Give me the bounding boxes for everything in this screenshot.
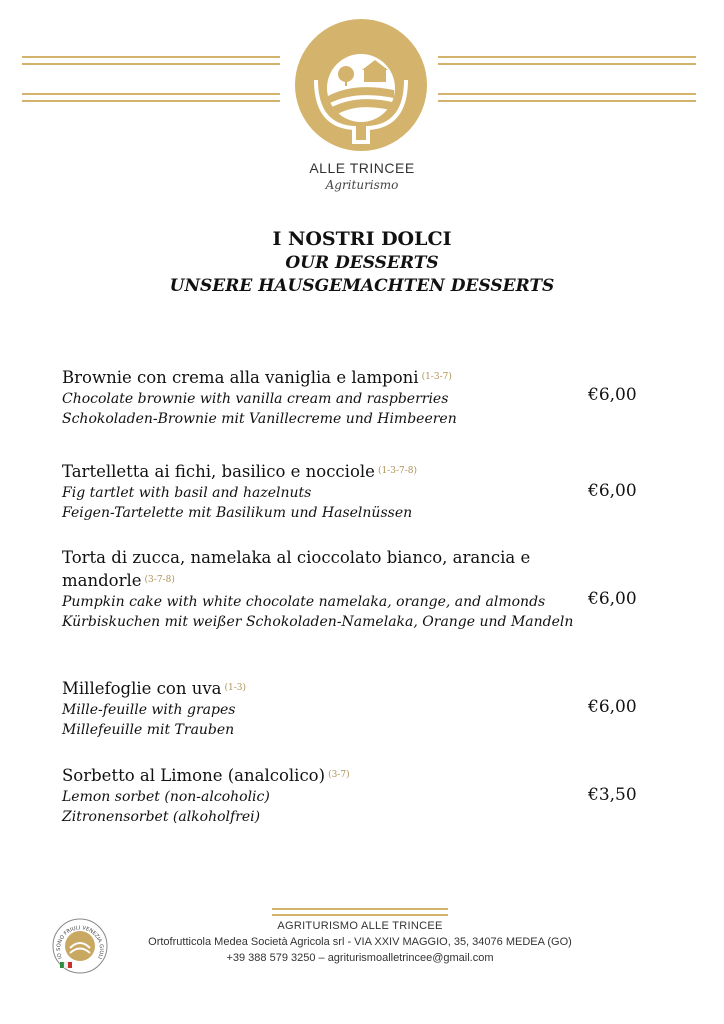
item-name: Torta di zucca, namelaka al cioccolato bianco, arancia e mandorle bbox=[62, 548, 531, 590]
menu-item bbox=[62, 764, 582, 827]
item-name: Brownie con crema alla vaniglia e lamponi bbox=[62, 368, 419, 387]
allergen-codes: (3-7) bbox=[328, 770, 350, 780]
footer-contact: +39 388 579 3250 – agriturismoalletrincee@gmail.com bbox=[226, 952, 494, 964]
item-english: Fig tartlet with basil and hazelnuts bbox=[62, 485, 312, 501]
header-rule-left-bottom bbox=[22, 93, 280, 102]
item-price: €6,00 bbox=[588, 481, 637, 501]
item-price: €3,50 bbox=[588, 785, 637, 805]
header-rule-left-top bbox=[22, 56, 280, 65]
allergen-codes: (3-7-8) bbox=[144, 575, 175, 585]
menu-item bbox=[62, 460, 582, 523]
header-rule-right-bottom bbox=[438, 93, 696, 102]
item-price: €6,00 bbox=[588, 697, 637, 717]
item-price: €6,00 bbox=[588, 589, 637, 609]
title-english: OUR DESSERTS bbox=[285, 253, 439, 273]
item-name: Tartelletta ai fichi, basilico e nocciole bbox=[62, 462, 375, 481]
brand-block bbox=[262, 160, 462, 192]
menu-item bbox=[62, 677, 582, 740]
allergen-codes: (1-3-7-8) bbox=[377, 466, 417, 476]
item-german: Millefeuille mit Trauben bbox=[62, 722, 235, 738]
brand-subtitle: Agriturismo bbox=[325, 178, 399, 192]
brand-name: ALLE TRINCEE bbox=[309, 160, 415, 176]
allergen-codes: (1-3-7) bbox=[421, 372, 452, 382]
title-italian: I NOSTRI DOLCI bbox=[272, 228, 452, 250]
item-german: Kürbiskuchen mit weißer Schokoladen-Namelaka, Orange und Mandeln bbox=[62, 614, 574, 630]
item-name: Millefoglie con uva bbox=[62, 679, 222, 698]
footer bbox=[130, 908, 590, 964]
item-english: Pumpkin cake with white chocolate namelaka, orange, and almonds bbox=[62, 594, 546, 610]
brand-logo-icon bbox=[294, 18, 428, 152]
allergen-codes: (1-3) bbox=[224, 683, 247, 693]
header-rule-right-top bbox=[438, 56, 696, 65]
footer-rule bbox=[272, 908, 448, 916]
footer-name: AGRITURISMO ALLE TRINCEE bbox=[277, 920, 443, 932]
item-english: Lemon sorbet (non-alcoholic) bbox=[62, 789, 270, 805]
item-german: Feigen-Tartelette mit Basilikum und Haselnüssen bbox=[62, 505, 413, 521]
menu-titles bbox=[0, 228, 724, 296]
item-german: Zitronensorbet (alkoholfrei) bbox=[62, 809, 261, 825]
item-price: €6,00 bbox=[588, 385, 637, 405]
title-german: UNSERE HAUSGEMACHTEN DESSERTS bbox=[169, 276, 555, 296]
item-german: Schokoladen-Brownie mit Vanillecreme und Himbeeren bbox=[62, 411, 457, 427]
footer-address: Ortofrutticola Medea Società Agricola srl - VIA XXIV MAGGIO, 35, 34076 MEDEA (GO) bbox=[148, 936, 572, 948]
region-badge-icon bbox=[52, 918, 108, 974]
item-name: Sorbetto al Limone (analcolico) bbox=[62, 766, 326, 785]
item-english: Mille-feuille with grapes bbox=[62, 702, 236, 718]
badge-text: IO SONO FRIULI VENEZIA GIULI bbox=[55, 925, 105, 960]
item-english: Chocolate brownie with vanilla cream and raspberries bbox=[62, 391, 449, 407]
menu-item bbox=[62, 366, 582, 429]
menu-item bbox=[62, 547, 582, 632]
